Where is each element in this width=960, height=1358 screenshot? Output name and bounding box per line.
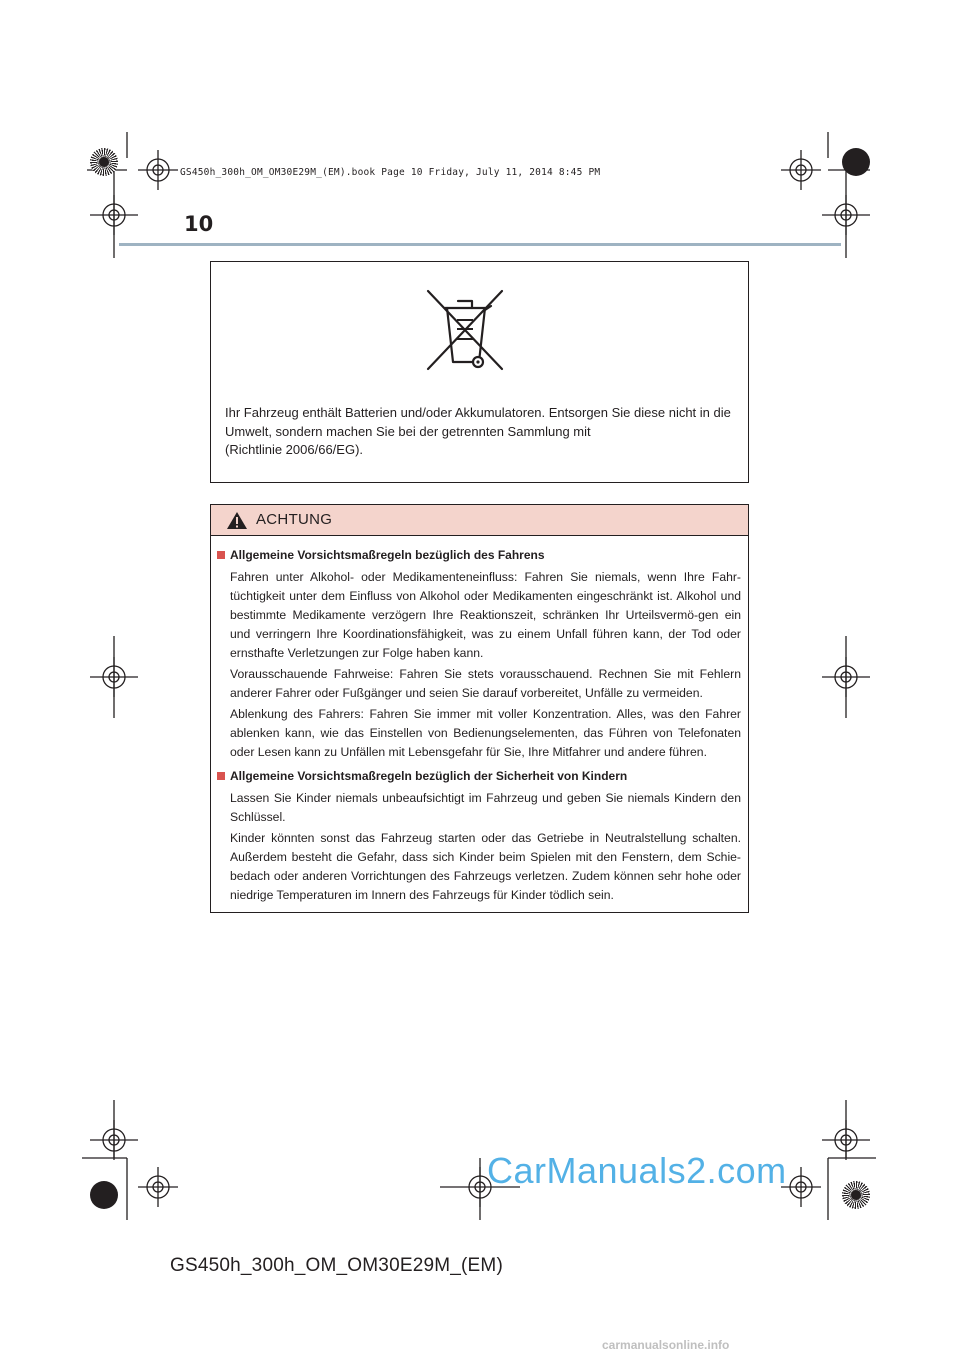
page-number: 10	[184, 212, 214, 236]
disposal-notice-text	[225, 404, 735, 460]
battery-disposal-notice	[210, 261, 749, 483]
warning-triangle-icon	[226, 511, 248, 530]
watermark-primary: CarManuals2.com	[487, 1150, 787, 1191]
warning-paragraph: Ablenkung des Fahrers: Fahren Sie immer mit voller Konzentration. Alles, was den Fahrer ablenken kann, wie das Einstellen von Bedienungselementen, das Führen von Telefonaten oder Lesen kann zu Unfällen mit Lebensgefahr für Sie, Ihre Mitfahrer und andere führen.	[230, 707, 741, 759]
warning-box	[210, 504, 749, 913]
section-heading-text: Allgemeine Vorsichtsmaßregeln bezüglich der Sicherheit von Kindern	[230, 769, 628, 783]
disposal-notice-line: Umwelt, sondern machen Sie bei der getrennten Sammlung mit	[225, 423, 591, 439]
registration-disk-bottom-right	[842, 1181, 870, 1209]
warning-body	[217, 546, 741, 907]
header-rule	[119, 243, 841, 246]
section-bullet	[217, 551, 225, 559]
warning-paragraph: Fahren unter Alkohol- oder Medikamenteneinfluss: Fahren Sie niemals, wenn Ihre Fahr-tüchtigkeit unter dem Einfluss von Alkohol oder Medikamenten eingeschränkt ist. Alkohol und bestimmte Medikamente verzögern Ihre Reaktionszeit, schränken Ihr Urteilsvermö-gen ein und verringern Ihre Koordinationsfähigkeit, was zu einem Unfall führen kann, der Tod oder ernsthafte Verletzungen zur Folge haben kann.	[230, 570, 741, 660]
book-info-line: GS450h_300h_OM_OM30E29M_(EM).book Page 10 Friday, July 11, 2014 8:45 PM	[180, 167, 601, 178]
section-bullet	[217, 772, 225, 780]
section-heading-text: Allgemeine Vorsichtsmaßregeln bezüglich des Fahrens	[230, 548, 545, 562]
warning-paragraph: Kinder könnten sonst das Fahrzeug starten oder das Getriebe in Neutralstellung schalten. Außerdem besteht die Gefahr, dass sich Kinder beim Spielen mit den Fenstern, dem Schie-bedach oder anderen Vorrichtungen des Fahrzeugs verletzen. Zudem können sehr hohe oder niedrige Temperaturen im Innern des Fahrzeugs für Kinder tödlich sein.	[230, 831, 741, 902]
registration-disk-bottom-left	[90, 1181, 118, 1209]
disposal-notice-line: Ihr Fahrzeug enthält Batterien und/oder Akkumulatoren. Entsorgen Sie diese nicht in die	[225, 405, 731, 420]
warning-paragraph: Vorausschauende Fahrweise: Fahren Sie stets vorausschauend. Rechnen Sie mit Fehlern anderer Fahrer oder Fußgänger und seien Sie darauf vorbereitet, Unfälle zu vermeiden.	[230, 667, 741, 700]
registration-disk-top-right	[842, 148, 870, 176]
disposal-notice-line: (Richtlinie 2006/66/EG).	[225, 442, 364, 457]
section-heading	[217, 546, 741, 565]
warning-header	[211, 505, 748, 536]
crossed-out-wheelie-bin-icon	[425, 288, 505, 372]
footer-code: GS450h_300h_OM_OM30E29M_(EM)	[170, 1255, 503, 1276]
section-heading	[217, 767, 741, 786]
warning-paragraph: Lassen Sie Kinder niemals unbeaufsichtigt im Fahrzeug und geben Sie niemals Kindern den Schlüssel.	[230, 791, 741, 824]
warning-title: ACHTUNG	[256, 511, 333, 528]
registration-disk-top-left	[90, 148, 118, 176]
watermark-secondary: carmanualsonline.info	[602, 1338, 730, 1352]
